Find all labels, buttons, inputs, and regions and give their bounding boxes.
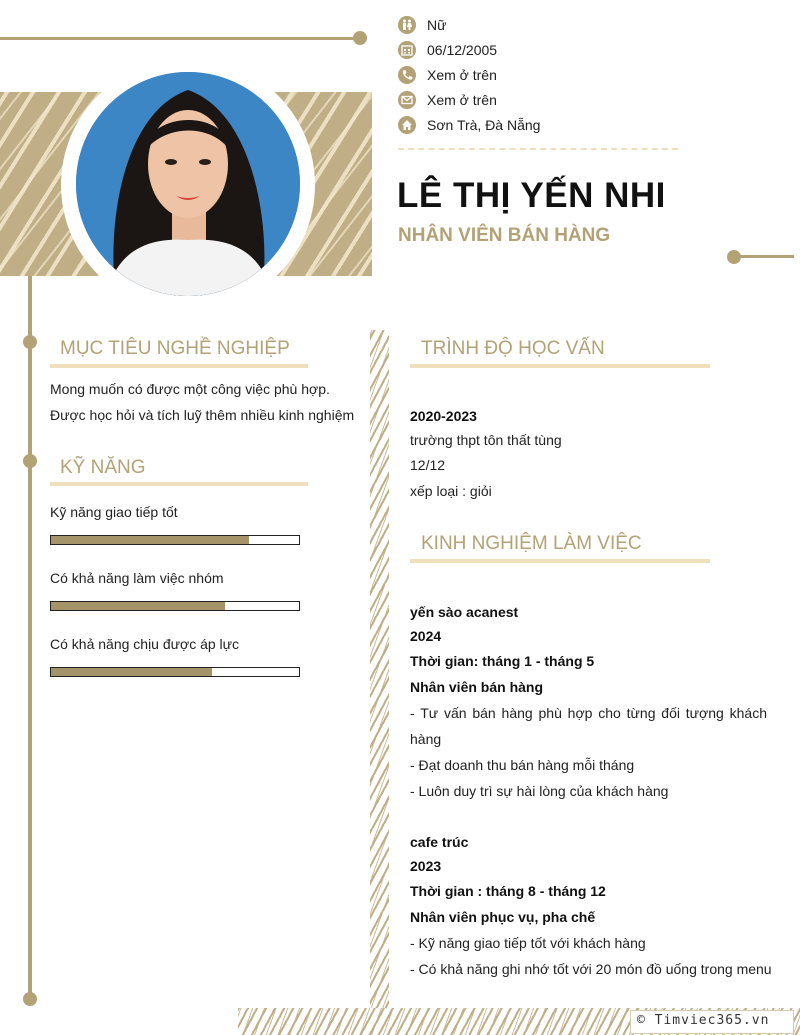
skill-label-3: Có khả năng chịu được áp lực xyxy=(50,636,240,652)
experience-title: KINH NGHIỆM LÀM VIỆC xyxy=(421,533,642,554)
job-2-company: cafe trúc xyxy=(410,834,469,850)
contact-birthday xyxy=(398,40,497,60)
timeline-dot-end xyxy=(23,992,37,1006)
job-1-time: Thời gian: tháng 1 - tháng 5 xyxy=(410,653,595,669)
contact-phone xyxy=(398,65,497,85)
right-rule xyxy=(736,255,794,258)
skill-bar-3 xyxy=(50,667,300,677)
envelope-icon xyxy=(398,91,416,109)
education-school: trường thpt tôn thất tùng xyxy=(410,432,562,448)
skill-label-1: Kỹ năng giao tiếp tốt xyxy=(50,504,178,520)
education-title: TRÌNH ĐỘ HỌC VẤN xyxy=(421,338,605,359)
top-left-rule xyxy=(0,37,356,40)
candidate-name: LÊ THỊ YẾN NHI xyxy=(397,176,666,215)
email-text: Xem ở trên xyxy=(427,92,497,108)
objective-title: MỤC TIÊU NGHỀ NGHIỆP xyxy=(60,338,290,359)
education-grade: 12/12 xyxy=(410,457,446,473)
avatar-portrait xyxy=(76,72,300,296)
skill-bar-2 xyxy=(50,601,300,611)
timeline-line xyxy=(28,276,32,1000)
skill-fill-3 xyxy=(51,668,212,676)
candidate-role: NHÂN VIÊN BÁN HÀNG xyxy=(398,225,611,246)
job-2-duty-2: - Có khả năng ghi nhớ tốt với 20 món đồ uống trong menu xyxy=(410,961,772,977)
job-1-position: Nhân viên bán hàng xyxy=(410,679,544,695)
contact-address xyxy=(398,115,540,135)
job-1-company: yến sào acanest xyxy=(410,604,519,620)
job-1-duty-3: - Luôn duy trì sự hài lòng của khách hàng xyxy=(410,783,669,799)
objective-underline xyxy=(50,364,308,368)
contact-divider xyxy=(398,148,678,150)
job-2-duty-1: - Kỹ năng giao tiếp tốt với khách hàng xyxy=(410,935,646,951)
job-1-duty-2: - Đạt doanh thu bán hàng mỗi tháng xyxy=(410,757,635,773)
skill-bar-1 xyxy=(50,535,300,545)
calendar-icon xyxy=(398,41,416,59)
job-2-year: 2023 xyxy=(410,858,442,874)
column-divider-hatch xyxy=(370,330,389,1010)
top-left-rule-dot xyxy=(353,31,367,45)
skills-title: KỸ NĂNG xyxy=(60,457,146,478)
job-2-time: Thời gian : tháng 8 - tháng 12 xyxy=(410,883,606,899)
timeline-dot-objective xyxy=(23,335,37,349)
gender-text: Nữ xyxy=(427,17,447,33)
experience-underline xyxy=(410,559,710,563)
gender-icon xyxy=(398,16,416,34)
home-icon xyxy=(398,116,416,134)
skill-label-2: Có khả năng làm việc nhóm xyxy=(50,570,224,586)
education-underline xyxy=(410,364,710,368)
skill-fill-2 xyxy=(51,602,225,610)
skills-underline xyxy=(50,482,308,486)
education-rank: xếp loại : giỏi xyxy=(410,483,492,499)
phone-icon xyxy=(398,66,416,84)
objective-line-1: Mong muốn có được một công việc phù hợp. xyxy=(50,381,330,397)
address-text: Sơn Trà, Đà Nẵng xyxy=(427,117,541,133)
education-period: 2020-2023 xyxy=(410,408,477,424)
job-2-position: Nhân viên phục vụ, pha chế xyxy=(410,909,596,925)
avatar xyxy=(76,72,300,296)
timeline-dot-skills xyxy=(23,454,37,468)
job-1-duty-1: - Tư vấn bán hàng phù hợp cho từng đối tượng khách hàng xyxy=(410,705,767,747)
job-1-year: 2024 xyxy=(410,628,442,644)
skill-fill-1 xyxy=(51,536,249,544)
contact-email xyxy=(398,90,497,110)
watermark-text: © Timviec365.vn xyxy=(637,1013,770,1028)
phone-text: Xem ở trên xyxy=(427,67,497,83)
objective-line-2: Được học hỏi và tích luỹ thêm nhiều kinh nghiệm xyxy=(50,407,355,423)
contact-gender xyxy=(398,15,446,35)
birthday-text: 06/12/2005 xyxy=(427,42,498,58)
